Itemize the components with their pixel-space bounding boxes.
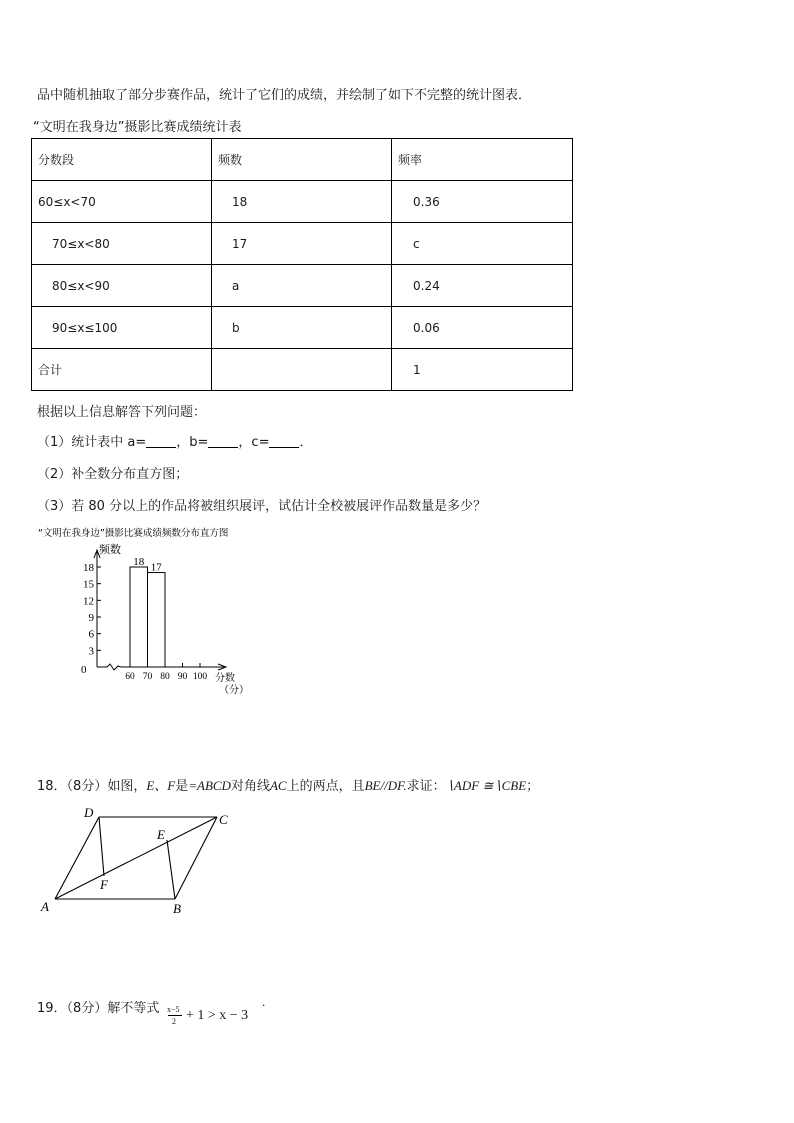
p18-conclusion: ∖ADF ≅∖CBE [445, 778, 527, 793]
table-row [32, 265, 573, 307]
cell-range: 90≤x≤100 [52, 320, 118, 335]
problem-19-number: 19．（8分）解不等式 [37, 1001, 160, 1016]
side-bc [175, 817, 217, 899]
p19-fraction-denominator: 2 [172, 1017, 176, 1026]
p18-mid: 是 [175, 779, 189, 794]
diagonal-ac [55, 817, 217, 899]
y-tick-label: 15 [83, 578, 94, 591]
p19-fraction-numerator: x−5 [167, 1005, 180, 1014]
segment-df [99, 817, 104, 876]
y-tick-label: 3 [88, 645, 94, 658]
header-score-range: 分数段 [38, 153, 75, 167]
p18-on: 对角线 [230, 779, 270, 794]
bar-value-label: 17 [150, 561, 162, 574]
header-frequency: 频数 [218, 153, 243, 167]
p18-prove: 求证： [406, 779, 446, 794]
x-tick-label: 80 [160, 672, 170, 682]
x-axis-label: 分数 [215, 673, 235, 684]
q1-end: ． [299, 435, 313, 450]
blank-a [146, 435, 176, 448]
q1-prefix: （1）统计表中 a= [37, 435, 147, 450]
questions-lead: 根据以上信息解答下列问题： [37, 405, 207, 420]
x-tick-label: 70 [142, 672, 153, 682]
p18-on2: 上的两点，且 [286, 779, 365, 794]
p19-fraction-bar [168, 1015, 182, 1016]
point-label-a: A [41, 899, 49, 914]
chart-title: “文明在我身边”摄影比赛成绩频数分布直方图 [38, 528, 229, 539]
x-tick-label: 90 [177, 672, 188, 682]
frequency-table [31, 138, 573, 391]
segment-be [167, 840, 175, 899]
y-tick-label: 6 [88, 628, 94, 641]
cell-rate: c [413, 236, 420, 251]
question-1 [37, 431, 312, 450]
point-label-d: D [84, 805, 94, 820]
bar-value-label: 18 [133, 556, 145, 568]
cell-rate: 0.36 [413, 194, 440, 209]
problem-18-statement [37, 775, 539, 794]
point-label-e: E [157, 827, 165, 842]
table-header-row [32, 139, 573, 181]
histogram-bar [130, 567, 148, 667]
parallelogram-figure [35, 800, 250, 920]
intro-text: 品中随机抽取了部分步赛作品，统计了它们的成绩，并绘制了如下不完整的统计图表． [37, 88, 532, 103]
histogram-bar [148, 573, 166, 667]
cell-count: b [232, 320, 240, 335]
cell-range: 60≤x<70 [38, 194, 96, 209]
y-tick-label: 9 [88, 612, 94, 624]
header-rate: 频率 [398, 153, 423, 167]
p18-condition: BE//DF. [364, 778, 407, 793]
cell-rate: 0.06 [413, 320, 440, 335]
cell-total-label: 合计 [38, 363, 63, 377]
cell-range: 70≤x<80 [52, 236, 110, 251]
origin-label: 0 [81, 664, 87, 676]
question-2: （2）补全数分布直方图； [37, 467, 189, 482]
p19-inequality-rest: + 1 > x − 3 [186, 1008, 249, 1023]
blank-c [269, 435, 299, 448]
q1-c: ，c= [238, 435, 270, 450]
x-tick-label: 100 [192, 672, 208, 682]
cell-count: a [232, 278, 240, 293]
point-label-c: C [219, 812, 228, 827]
blank-b [208, 435, 238, 448]
y-axis-label: 频数 [99, 543, 121, 556]
side-da [55, 817, 99, 899]
table-title: “文明在我身边”摄影比赛成绩统计表 [33, 120, 242, 135]
x-axis-break [97, 664, 121, 670]
p18-ef: E、F [146, 778, 176, 793]
x-tick-label: 60 [125, 672, 135, 682]
cell-range: 80≤x<90 [52, 278, 110, 293]
cell-rate: 0.24 [413, 278, 440, 293]
p19-end: . [262, 994, 266, 1009]
point-label-b: B [173, 901, 181, 916]
q1-b: ，b= [176, 435, 209, 450]
cell-rate: 1 [413, 362, 421, 377]
cell-count: 17 [232, 236, 248, 251]
y-tick-label: 12 [83, 595, 94, 608]
table-row [32, 349, 573, 391]
question-3: （3）若 80 分以上的作品将被组织展评，试估计全校被展评作品数量是多少？ [37, 499, 487, 514]
p18-number: 18．（8分）如图， [37, 779, 147, 794]
histogram-chart [30, 520, 290, 705]
table-row [32, 181, 573, 223]
x-axis-unit: （分） [219, 685, 249, 696]
table-row [32, 307, 573, 349]
point-label-f: F [100, 877, 108, 892]
p18-abcd: =ABCD [188, 778, 231, 793]
p18-ac: AC [269, 778, 287, 793]
y-tick-label: 18 [83, 562, 94, 574]
table-row [32, 223, 573, 265]
p18-end: ； [526, 779, 540, 794]
cell-count: 18 [232, 194, 248, 209]
